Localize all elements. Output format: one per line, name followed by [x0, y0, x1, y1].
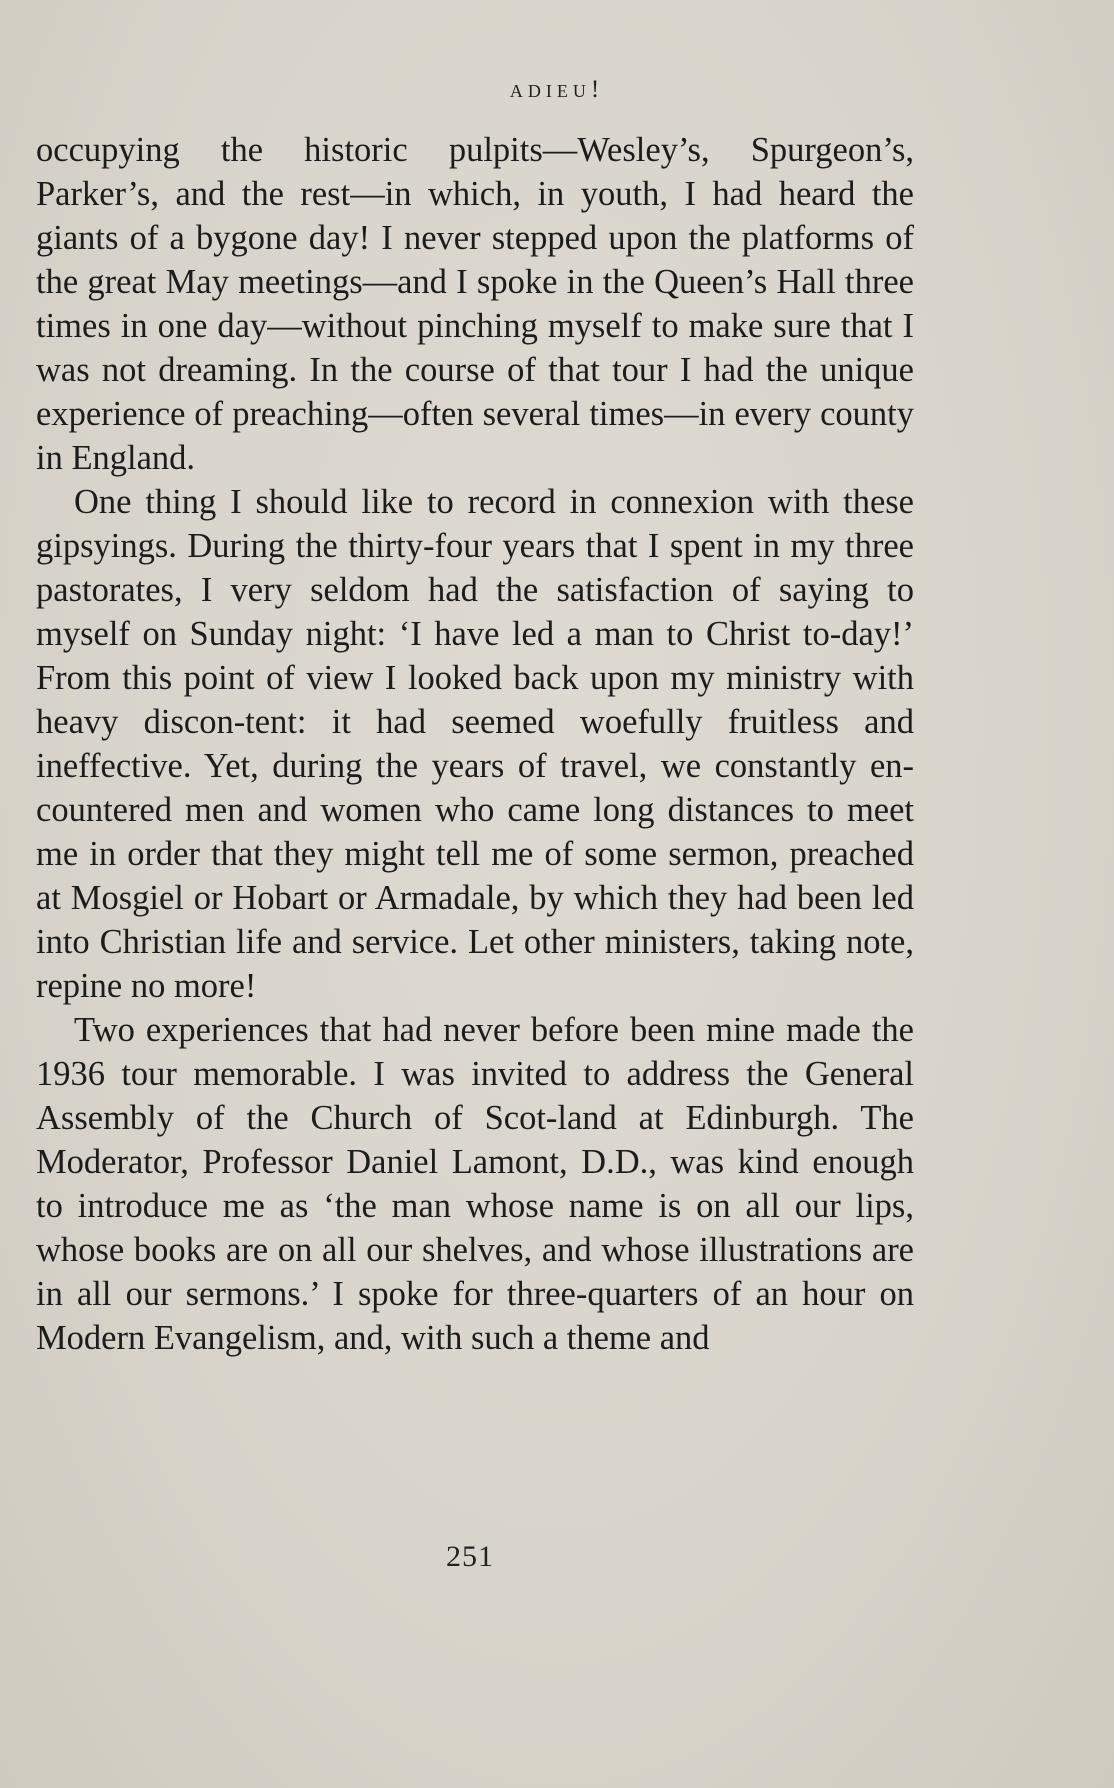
body-text — [36, 128, 914, 1360]
running-head: adieu! — [509, 76, 605, 103]
page-number: 251 — [446, 1540, 494, 1573]
paragraph-3: Two experiences that had never before been mine made the 1936 tour memorable. I was invited to address the General Assembly of the Church of Scot-land at Edinburgh. The Moderator, Professor Daniel Lamont, D.D., was kind enough to introduce me as ‘the man whose name is on all our lips, whose books are on all our shelves, and whose illustrations are in all our sermons.’ I spoke for three-quarters of an hour on Modern Evangelism, and, with such a theme and — [36, 1011, 914, 1357]
paragraph-1: occupying the historic pulpits—Wesley’s, Spurgeon’s, Parker’s, and the rest—in which, in youth, I had heard the giants of a bygone day! I never stepped upon the platforms of the great May meetings—and I spoke in the Queen’s Hall three times in one day—without pinching myself to make sure that I was not dreaming. In the course of that tour I had the unique experience of preaching—often several times—in every county in England. — [36, 131, 914, 477]
paragraph-2: One thing I should like to record in connexion with these gipsyings. During the thirty-four years that I spent in my three pastorates, I very seldom had the satisfaction of saying to myself on Sunday night: ‘I have led a man to Christ to-day!’ From this point of view I looked back upon my ministry with heavy discon-tent: it had seemed woefully fruitless and ineffective. Yet, during the years of travel, we constantly en-countered men and women who came long distances to meet me in order that they might tell me of some sermon, preached at Mosgiel or Hobart or Armadale, by which they had been led into Christian life and service. Let other ministers, taking note, repine no more! — [36, 483, 914, 1005]
